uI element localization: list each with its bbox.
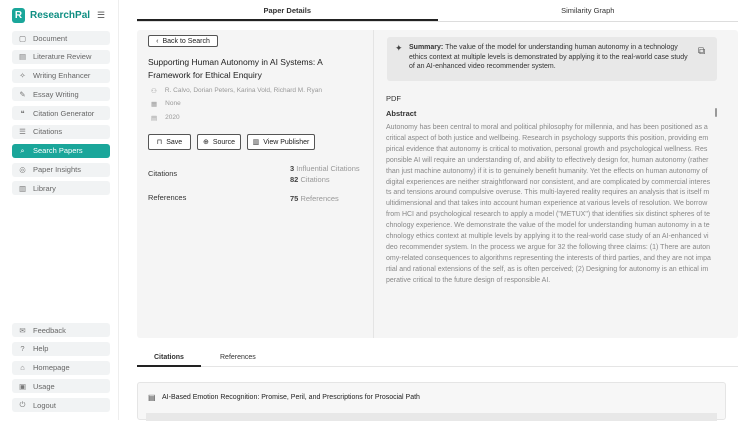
summary-box [387,37,717,81]
subtab-references[interactable]: References [220,354,256,361]
sidebar-item-citation-generator[interactable] [12,106,110,120]
citation-icon: ❝ [20,108,25,118]
influential-count: 3 [290,164,295,173]
sidebar-item-search-papers[interactable] [12,144,110,158]
subtab-citations[interactable]: Citations [137,349,201,367]
sidebar-item-paper-insights[interactable] [12,163,110,177]
home-icon: ⌂ [20,363,25,373]
sidebar-item-label: Document [33,33,68,43]
sidebar-item-label: Literature Review [33,52,92,62]
globe-icon: ⊕ [202,139,209,146]
sidebar-item-writing-enhancer[interactable] [12,69,110,83]
abstract-text: Autonomy has been central to moral and political philosophy for millennia, and has been positioned as a critical aspect of both justice and wellbeing. Research in psychology supports this position, providing empirical evidence that autonomy is critical to motivation, personal growth and psychological wellness. Responsible AI will require an understanding of, and ability to effectively design for, human autonomy (rather than just machine autonomy) if it is to genuinely benefit humanity. Yet the effects on human autonomy of digital experiences are neither straightforward nor consistent, and are complicated by commercial interests and tensions around compulsive overuse. This multi-layered reality requires an analysis that is itself multidimensional and that takes into account human experience at various levels of resolution. We borrow from HCI and psychological research to apply a model ("METUX") that identifies six distinct spheres of technology experience. We demonstrate the value of the model for understanding human autonomy in a technology ethics context at multiple levels by applying it to the real-world case study of an AI-enhanced video recommender system. In the process we argue for 32 the following three claims: (1) There are autonomy-related consequences to algorithms representing the interests of third parties, and they are not impartial and rational extensions of the self, as is often perceived; (2) Designing for autonomy is an ethical imperative critical to the future design of responsible AI. [386,124,711,284]
tab-paper-details[interactable]: Paper Details [137,0,438,21]
sidebar-item-document[interactable] [12,31,110,45]
bulb-icon: ◎ [19,165,26,175]
references-stat [290,194,339,203]
help-icon: ? [20,344,25,354]
search-icon: ⌕ [20,145,25,155]
sidebar-item-label: Homepage [33,363,70,373]
sidebar-item-label: Essay Writing [33,89,79,99]
sidebar-item-label: Writing Enhancer [33,71,91,81]
citations-label: Citations [148,169,178,178]
sidebar-item-label: Search Papers [33,146,83,156]
literature-icon: ▤ [18,52,27,62]
sidebar-item-essay-writing[interactable] [12,87,110,101]
back-arrow-icon: ‹ [156,37,159,45]
paper-tabs [137,0,738,22]
abstract-heading: Abstract [386,109,417,118]
paper-authors: R. Calvo, Dorian Peters, Karina Vold, Richard M. Ryan [164,87,322,94]
sidebar-item-label: Citation Generator [33,108,95,118]
citation-title: AI-Based Emotion Recognition: Promise, Peril, and Prescriptions for Prosocial Path [162,394,420,401]
back-to-search-label: Back to Search [162,37,210,45]
edit-icon: ✎ [19,89,26,99]
logout-icon: ⏻ [19,400,26,410]
sparkle-icon: ✧ [19,71,26,81]
sidebar-item-usage[interactable] [12,379,110,393]
back-to-search-button[interactable] [148,35,218,47]
app-name: ResearchPal [30,10,91,21]
source-label: Source [212,138,236,146]
influential-citations-stat [290,164,360,173]
feedback-icon: ✉ [19,325,26,335]
sidebar-item-homepage[interactable] [12,361,110,375]
view-publisher-label: View Publisher [263,138,310,146]
sidebar-item-label: Library [33,183,56,193]
tab-similarity-graph[interactable]: Similarity Graph [561,6,615,15]
summary-text-block [409,43,694,72]
document-icon: ▢ [18,33,27,43]
sidebar-item-label: Feedback [33,325,66,335]
references-text: References [300,194,339,203]
sidebar-item-citations[interactable] [12,125,110,139]
publisher-icon: ▥ [252,139,260,146]
citations-count: 82 [290,175,299,184]
sidebar-nav [12,31,110,200]
calendar-icon: ▤ [151,115,158,122]
summary-text: The value of the model for understanding human autonomy in a technology ethics context at multiple levels is demonstrated by applying it to the real-world case study of an AI-enhanced video recommender system. [409,44,688,70]
paper-year: 2020 [165,114,180,121]
sparkle-icon: ✦ [395,43,403,53]
logo-mark: R [12,8,25,23]
bookmark-icon: ⊓ [156,139,163,146]
list-icon: ☰ [19,127,26,137]
app-logo[interactable] [12,8,90,23]
sidebar-item-label: Help [33,344,49,354]
sidebar-item-library[interactable] [12,181,110,195]
paper-venue: None [165,100,181,107]
paper-details-panel [137,30,738,338]
references-label: References [148,193,187,202]
sidebar-item-feedback[interactable] [12,323,110,337]
paper-year-row [151,114,180,122]
abstract-scrollbar[interactable] [715,108,717,117]
citations-text: Citations [300,175,330,184]
citations-stat [290,175,330,184]
citation-tabs [137,349,738,367]
influential-text: Influential Citations [296,164,360,173]
paper-venue-row [151,100,181,108]
collapse-sidebar-icon[interactable]: ☰ [97,10,106,20]
save-label: Save [166,138,183,146]
sidebar-item-label: Paper Insights [33,165,81,175]
save-button[interactable] [148,134,191,150]
document-icon: ▤ [148,393,156,402]
panel-divider [373,30,374,338]
paper-authors-row [151,87,322,95]
usage-icon: ▣ [18,381,27,391]
library-icon: ▥ [18,183,27,193]
sidebar-item-help[interactable] [12,342,110,356]
sidebar-item-label: Citations [33,127,63,137]
sidebar-item-label: Logout [33,400,56,410]
references-count: 75 [290,194,299,203]
source-button[interactable] [197,134,241,150]
sidebar-item-literature-review[interactable] [12,50,110,64]
sidebar [0,0,119,420]
sidebar-item-label: Usage [33,381,55,391]
venue-icon: ▦ [151,101,158,108]
view-publisher-button[interactable] [247,134,315,150]
copy-icon[interactable]: ⧉ [698,46,706,57]
sidebar-bottom-nav [12,323,110,417]
paper-title: Supporting Human Autonomy in AI Systems: A Framework for Ethical Enquiry [148,57,323,80]
citation-card[interactable] [137,382,726,420]
summary-label: Summary: [409,44,444,51]
authors-icon: ⚇ [151,88,157,95]
sidebar-item-logout[interactable] [12,398,110,412]
pdf-label: PDF [386,94,401,103]
